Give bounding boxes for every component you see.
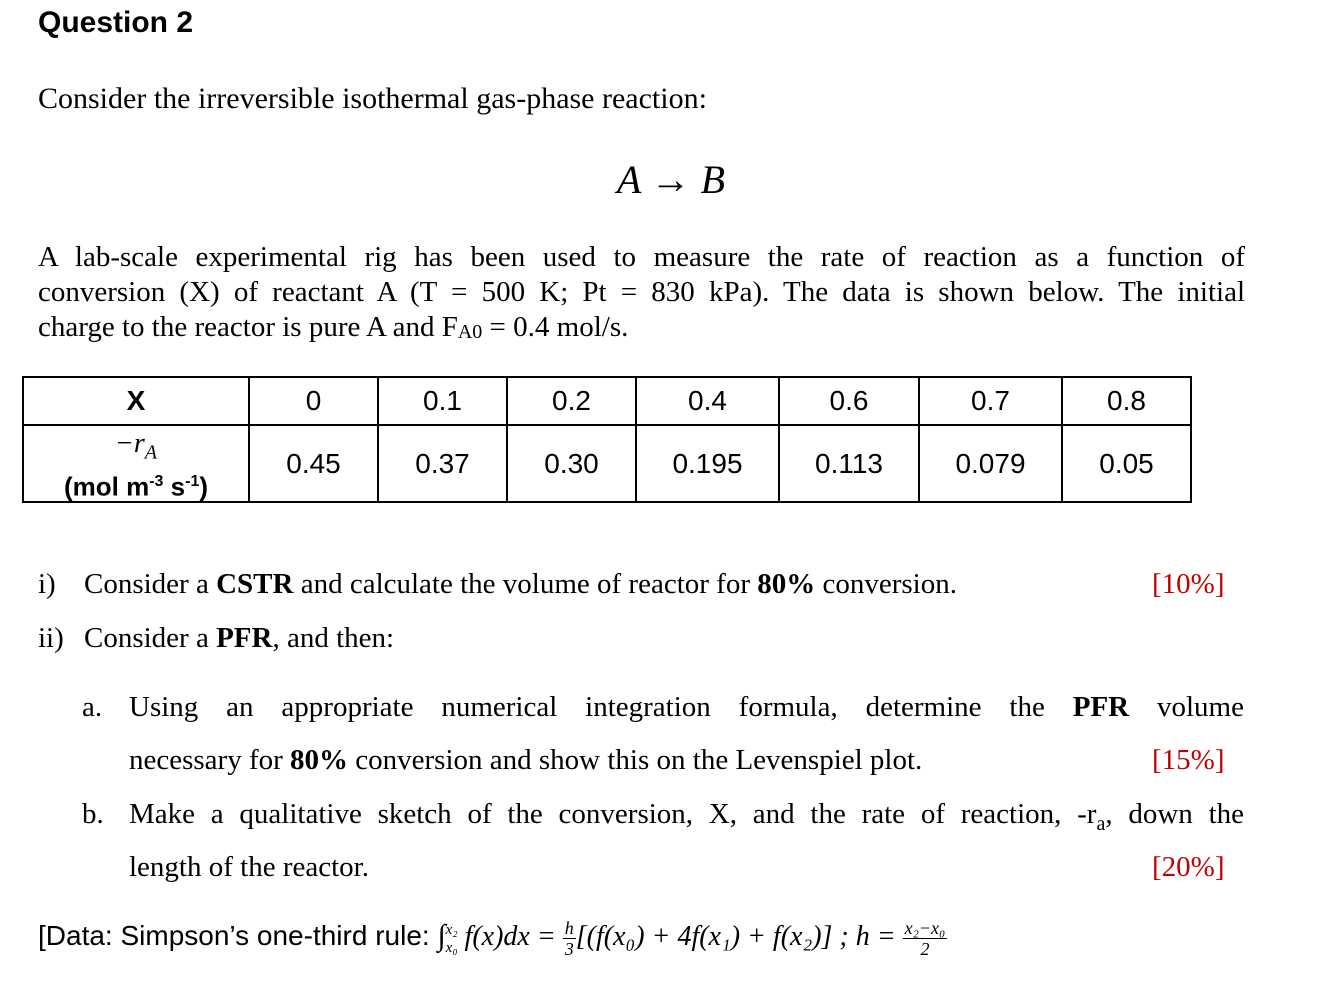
table-cell-x: 0.1 bbox=[378, 377, 507, 425]
subquestion-a-letter: a. bbox=[82, 691, 103, 723]
table-cell-x: 0.6 bbox=[779, 377, 919, 425]
table-cell-x: 0.8 bbox=[1062, 377, 1191, 425]
table-row-conversion bbox=[23, 377, 1191, 425]
table-cell-rate: 0.195 bbox=[636, 425, 779, 502]
subquestion-b-line-2: length of the reactor. bbox=[129, 851, 369, 883]
data-note bbox=[38, 918, 947, 959]
table-cell-x: 0.2 bbox=[507, 377, 636, 425]
subquestion-a-line-1: Using an appropriate numerical integration formula, determine the PFR volume bbox=[129, 691, 1244, 723]
table-cell-rate: 0.37 bbox=[378, 425, 507, 502]
reaction-equation: A → B bbox=[616, 157, 726, 202]
table-cell-rate: 0.45 bbox=[249, 425, 378, 502]
intro-text: Consider the irreversible isothermal gas-phase reaction: bbox=[38, 82, 707, 115]
question-ii-number: ii) bbox=[38, 622, 64, 654]
subquestion-b-mark: [20%] bbox=[1152, 851, 1225, 883]
subquestion-a-mark: [15%] bbox=[1152, 744, 1225, 776]
data-note-label: [Data: Simpson’s one-third rule: bbox=[38, 919, 438, 951]
simpson-formula: ∫ x₂ x₀ f(x)dx = $\frac{h}{3}$ [(f(x₀) + 4f(x₁) + f(x₂)] ; h = $\frac{\text{x₂−x₀}}{2}$ bbox=[437, 918, 946, 959]
question-heading: Question 2 bbox=[38, 6, 194, 39]
table-cell-rate: 0.30 bbox=[507, 425, 636, 502]
rate-data-table bbox=[22, 376, 1192, 503]
subquestion-b-line-1: Make a qualitative sketch of the conversion, X, and the rate of reaction, $-r_a$, down the bbox=[129, 798, 1244, 835]
table-cell-rate: 0.113 bbox=[779, 425, 919, 502]
table-cell-rate: 0.079 bbox=[919, 425, 1062, 502]
paragraph-line-1: A lab-scale experimental rig has been used to measure the rate of reaction as a function of bbox=[38, 241, 1245, 273]
table-cell-rate: 0.05 bbox=[1062, 425, 1191, 502]
table-header-x: X bbox=[23, 377, 249, 425]
table-cell-x: 0 bbox=[249, 377, 378, 425]
description-paragraph bbox=[38, 240, 1245, 350]
rate-unit: (mol $m^{-3}$ $s^{-1}$) bbox=[63, 471, 209, 502]
table-cell-x: 0.4 bbox=[636, 377, 779, 425]
subquestion-a-line-2: necessary for 80% conversion and show this on the Levenspiel plot. bbox=[129, 744, 923, 776]
paragraph-line-2: conversion (X) of reactant A (T = 500 K; Pt = 830 kPa). The data is shown below. The initial bbox=[38, 276, 1245, 308]
table-header-rate bbox=[23, 425, 249, 502]
question-i-mark: [10%] bbox=[1152, 568, 1225, 600]
rate-symbol: $-r_A$ bbox=[114, 428, 157, 464]
table-row-rate bbox=[23, 425, 1191, 502]
table-cell-x: 0.7 bbox=[919, 377, 1062, 425]
question-i-text: Consider a CSTR and calculate the volume of reactor for 80% conversion. bbox=[84, 568, 957, 600]
question-i-number: i) bbox=[38, 568, 56, 600]
paragraph-line-3: charge to the reactor is pure A and $F_{A0} = 0.4$ mol/s. bbox=[38, 311, 629, 343]
subquestion-b-letter: b. bbox=[82, 798, 104, 830]
question-ii-text: Consider a PFR, and then: bbox=[84, 622, 395, 654]
